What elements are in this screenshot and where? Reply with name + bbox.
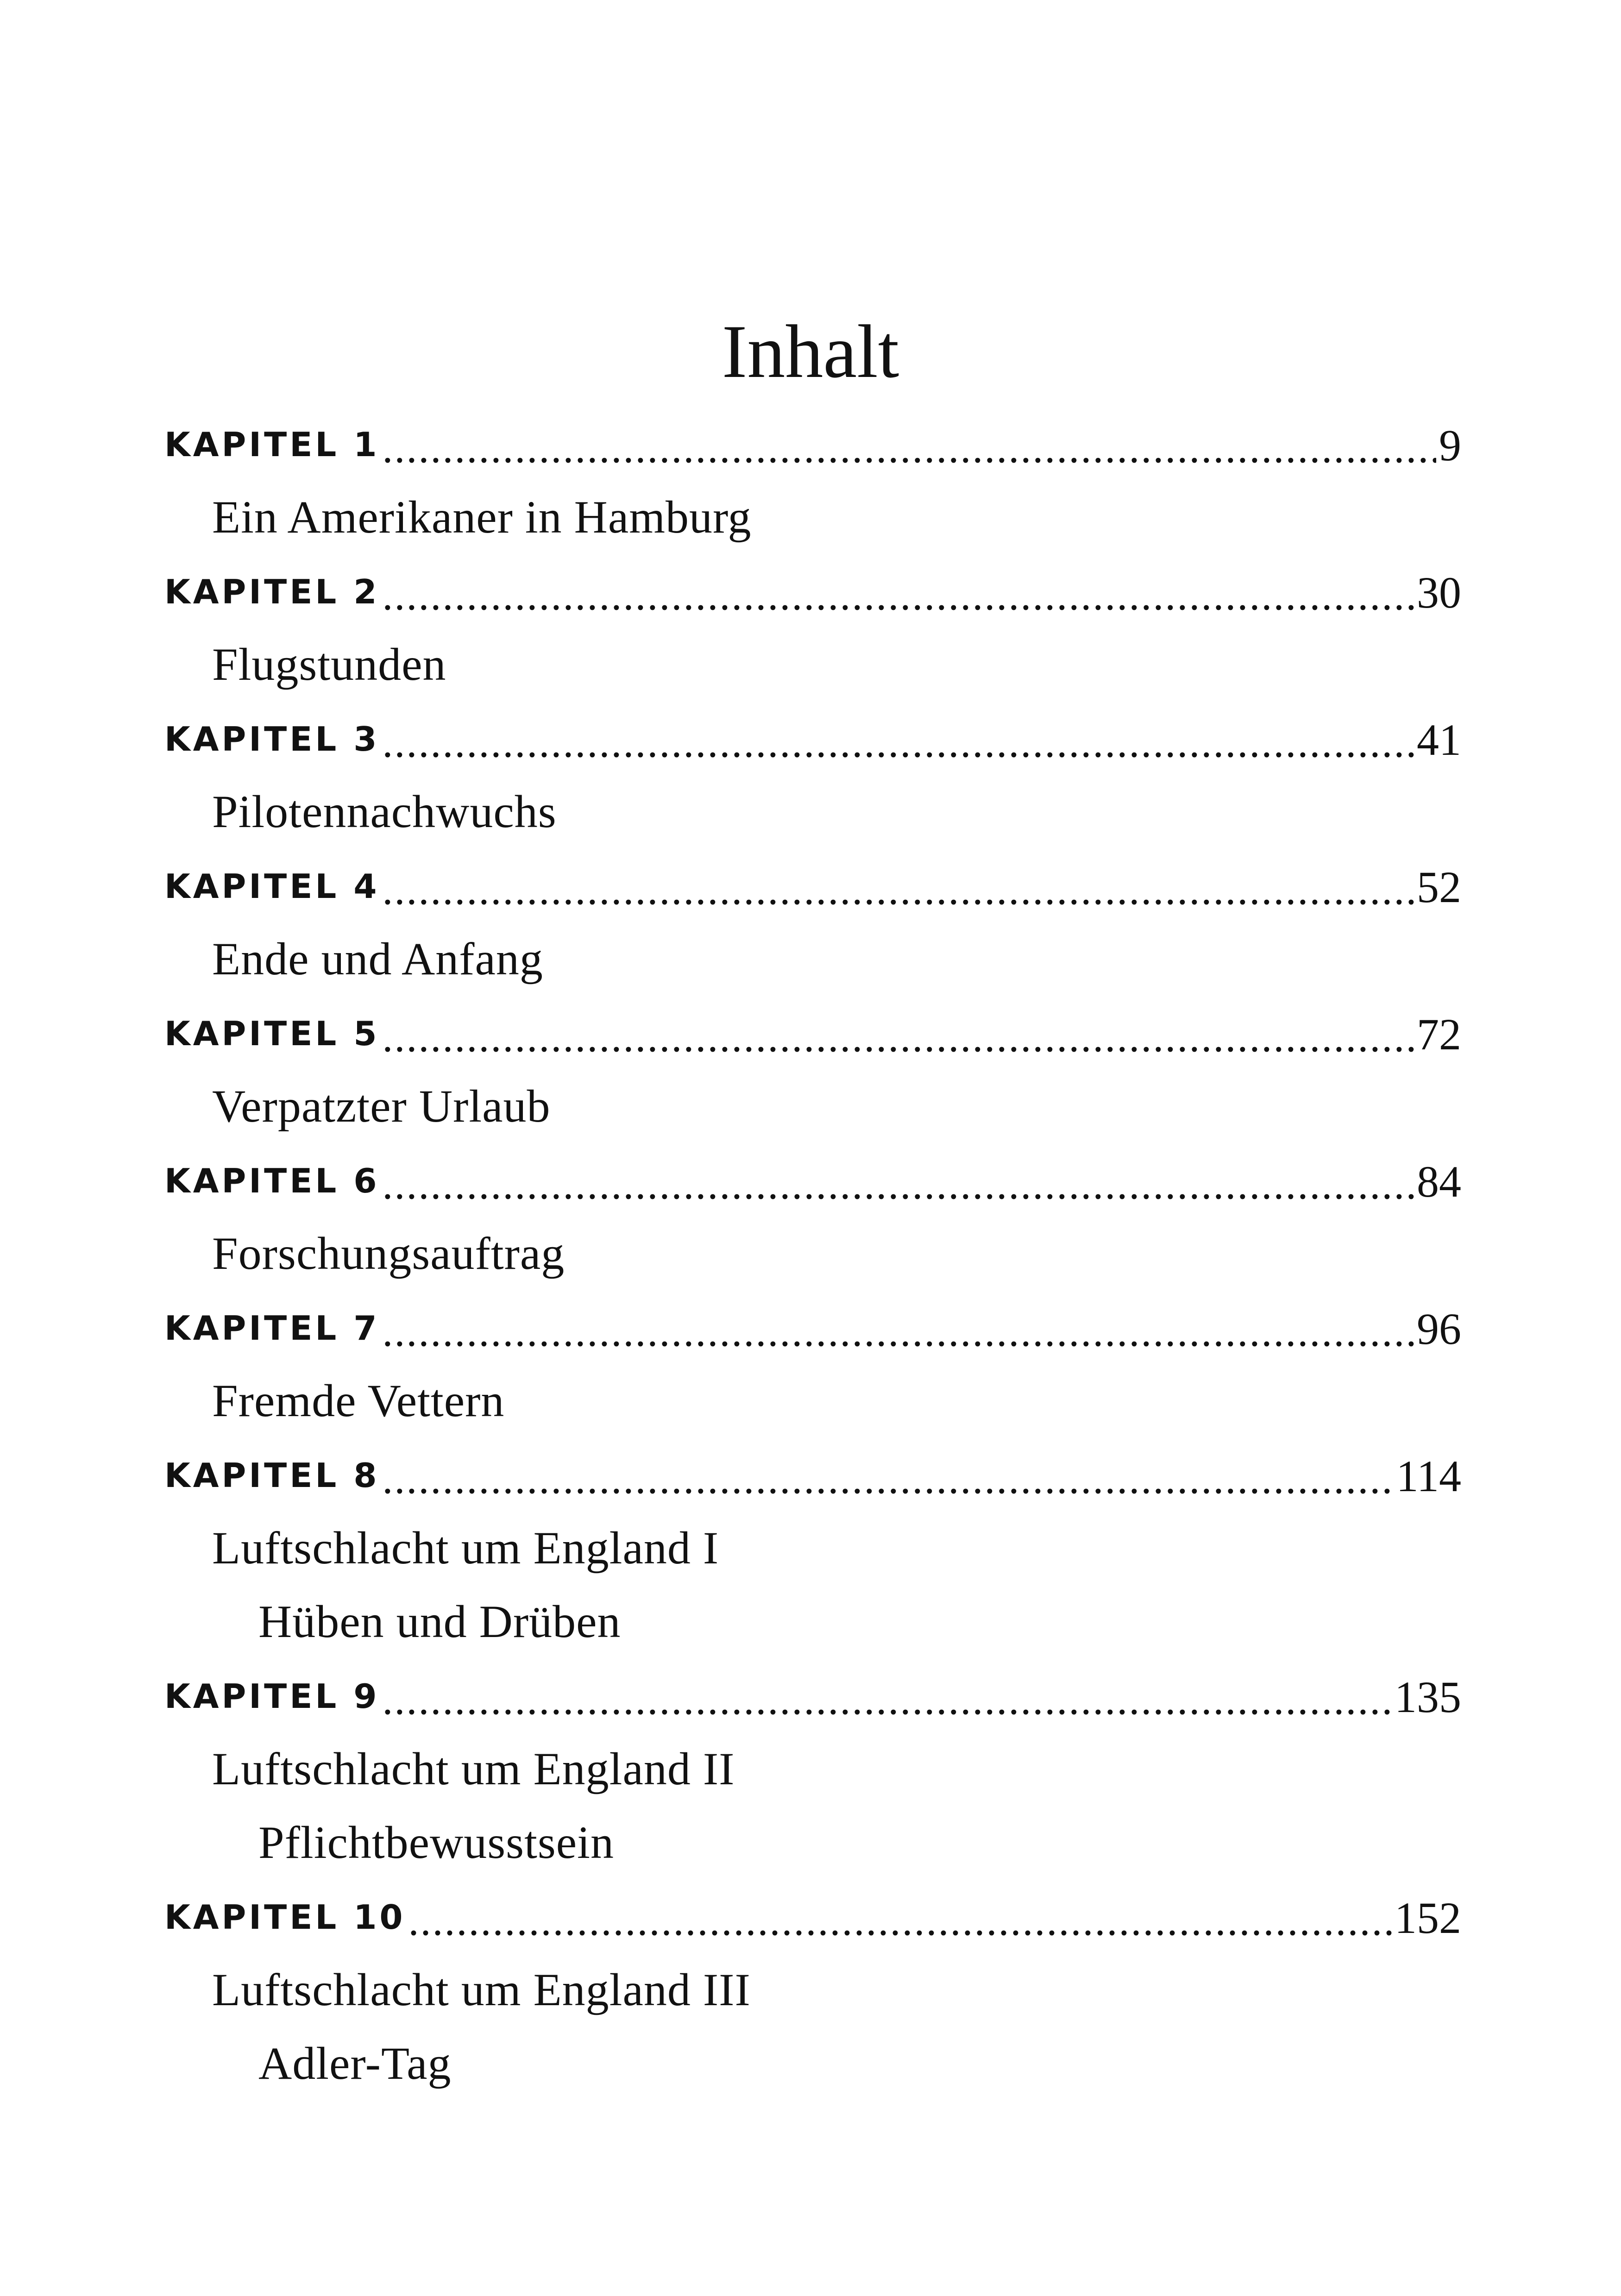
dot-leader (382, 1004, 1414, 1061)
chapter-label: KAPITEL 1 (164, 425, 380, 464)
dot-leader (408, 1888, 1392, 1945)
chapter-label: KAPITEL 5 (164, 1014, 380, 1053)
toc-entry-chapter-6 (164, 1143, 1461, 1217)
chapter-subtitle: Pflichtbewusstsein (258, 1817, 614, 1868)
page-number: 9 (1439, 420, 1461, 470)
toc-entry-chapter-5 (164, 996, 1461, 1069)
chapter-label: KAPITEL 7 (164, 1308, 380, 1348)
dot-leader (382, 709, 1414, 767)
chapter-title: Luftschlacht um England II (212, 1743, 735, 1794)
chapter-label: KAPITEL 2 (164, 572, 380, 611)
dot-leader (382, 1446, 1393, 1503)
page-number: 114 (1396, 1451, 1461, 1501)
chapter-subtitle: Hüben und Drüben (258, 1596, 621, 1647)
chapter-title: Ende und Anfang (212, 933, 543, 985)
dot-leader (382, 1299, 1414, 1356)
toc-entry-chapter-10 (164, 1879, 1461, 1953)
chapter-title: Flugstunden (212, 639, 446, 690)
chapter-title: Verpatzter Urlaub (212, 1080, 551, 1132)
dot-leader (382, 415, 1436, 472)
page-number: 41 (1417, 715, 1461, 765)
table-of-contents (164, 407, 1461, 2100)
dot-leader (382, 1667, 1392, 1724)
chapter-label: KAPITEL 3 (164, 719, 380, 759)
chapter-title: Pilotennachwuchs (212, 786, 557, 837)
dot-leader (382, 562, 1414, 620)
page-title: Inhalt (722, 310, 899, 394)
chapter-title: Forschungsauftrag (212, 1228, 565, 1279)
toc-entry-chapter-9 (164, 1658, 1461, 1732)
chapter-label: KAPITEL 4 (164, 866, 380, 906)
page-number: 152 (1395, 1893, 1461, 1943)
toc-entry-chapter-2 (164, 554, 1461, 627)
toc-entry-chapter-4 (164, 848, 1461, 922)
dot-leader (382, 857, 1414, 914)
chapter-title: Luftschlacht um England III (212, 1964, 751, 2015)
dot-leader (382, 1151, 1414, 1209)
toc-entry-chapter-8 (164, 1437, 1461, 1511)
page-number: 30 (1417, 568, 1461, 617)
page-number: 72 (1417, 1010, 1461, 1059)
chapter-title: Fremde Vettern (212, 1375, 505, 1426)
toc-entry-chapter-7 (164, 1290, 1461, 1364)
toc-entry-chapter-3 (164, 701, 1461, 775)
chapter-label: KAPITEL 9 (164, 1676, 380, 1716)
page-number: 96 (1417, 1304, 1461, 1354)
chapter-label: KAPITEL 10 (164, 1897, 406, 1937)
chapter-label: KAPITEL 6 (164, 1161, 380, 1200)
page-number: 84 (1417, 1157, 1461, 1206)
chapter-title: Luftschlacht um England I (212, 1522, 719, 1574)
page-number: 135 (1395, 1672, 1461, 1722)
page-number: 52 (1417, 862, 1461, 912)
chapter-subtitle: Adler-Tag (258, 2038, 452, 2089)
toc-entry-chapter-1 (164, 407, 1461, 480)
chapter-title: Ein Amerikaner in Hamburg (212, 491, 752, 543)
chapter-label: KAPITEL 8 (164, 1455, 380, 1495)
